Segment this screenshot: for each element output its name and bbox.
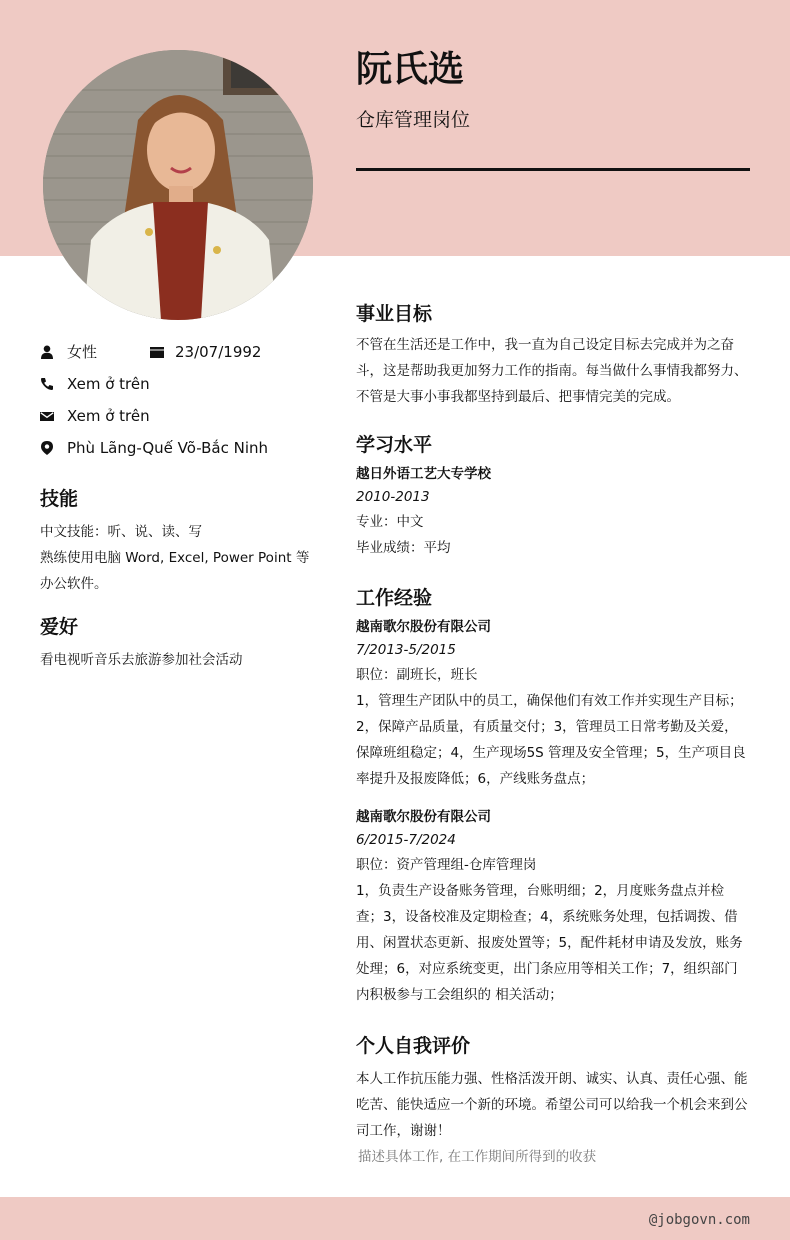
header-divider xyxy=(356,168,750,171)
phone-row xyxy=(40,373,340,395)
hobbies-text: 看电视听音乐去旅游参加社会活动 xyxy=(40,652,243,668)
self-evaluation-hint: 描述具体工作, 在工作期间所得到的收获 xyxy=(358,1149,597,1165)
job-description: 1，负责生产设备账务管理，台账明细；2，月度账务盘点并检查；3，设备校准及定期检查；4，系统账务处理，包括调拨、借用、闲置状态更新、报废处置等；5，配件耗材申请及发放，账务处理；6，对应系统变更，出门条应用等相关工作；7，组织部门内积极参与工会组织的 相关活动； xyxy=(356,883,743,1003)
job-position: 职位：副班长，班长 xyxy=(356,667,478,683)
experience-section xyxy=(356,584,750,1008)
job-dates: 6/2015-7/2024 xyxy=(356,832,456,848)
location-pin-icon xyxy=(40,439,54,457)
email-row xyxy=(40,405,340,427)
address-value: Phù Lãng-Quế Võ-Bắc Ninh xyxy=(67,439,269,457)
address-row xyxy=(40,437,340,459)
mail-icon xyxy=(40,409,54,423)
skills-text: 中文技能：听、说、读、写 熟练使用电脑 Word, Excel, Power Point 等办公软件。 xyxy=(40,524,310,592)
education-major: 专业：中文 xyxy=(356,514,424,530)
job-description: 1，管理生产团队中的员工，确保他们有效工作并实现生产目标；2，保障产品质量，有质量交付；3，管理员工日常考勤及关爱，保障班组稳定；4，生产现场5S 管理及安全管理；5，生产项目良率提升及报废降低；6，产线账务盘点； xyxy=(356,693,746,787)
candidate-name: 阮氏选 xyxy=(356,49,465,90)
calendar-icon xyxy=(150,345,164,359)
job-title: 仓库管理岗位 xyxy=(356,109,471,131)
self-evaluation-heading: 个人自我评价 xyxy=(356,1035,471,1057)
education-heading: 学习水平 xyxy=(356,434,433,456)
objective-text: 不管在生活还是工作中，我一直为自己设定目标去完成并为之奋斗，这是帮助我更加努力工作的指南。每当做什么事情我都努力、不管是大事小事我都坚持到最后、把事情完美的完成。 xyxy=(356,337,748,405)
experience-heading: 工作经验 xyxy=(356,587,433,609)
objective-section xyxy=(356,300,750,410)
email-value: Xem ở trên xyxy=(67,407,150,425)
footer-brand[interactable]: @jobgovn.com xyxy=(648,1212,750,1228)
job-company: 越南歌尔股份有限公司 xyxy=(356,809,491,825)
job-dates: 7/2013-5/2015 xyxy=(356,642,456,658)
profile-photo-illustration xyxy=(43,50,313,320)
education-dates: 2010-2013 xyxy=(356,489,430,505)
birth-date-value: 23/07/1992 xyxy=(175,343,262,361)
job-position: 职位：资产管理组-仓库管理岗 xyxy=(356,857,537,873)
hobbies-heading: 爱好 xyxy=(40,616,79,638)
objective-heading: 事业目标 xyxy=(356,303,433,325)
person-icon xyxy=(40,345,54,359)
job-entry xyxy=(356,806,750,1008)
phone-value: Xem ở trên xyxy=(67,375,150,393)
profile-photo xyxy=(43,50,313,320)
education-section xyxy=(356,431,750,561)
job-entry xyxy=(356,616,750,792)
job-company: 越南歌尔股份有限公司 xyxy=(356,619,491,635)
self-evaluation-section xyxy=(356,1032,750,1170)
phone-icon xyxy=(40,377,54,391)
education-grade: 毕业成绩：平均 xyxy=(356,540,451,556)
skills-heading: 技能 xyxy=(40,488,79,510)
gender-value: 女性 xyxy=(67,343,98,361)
school-name: 越日外语工艺大专学校 xyxy=(356,466,491,482)
self-evaluation-text: 本人工作抗压能力强、性格活泼开朗、诚实、认真、责任心强、能吃苦、能快适应一个新的环境。希望公司可以给我一个机会来到公司工作，谢谢！ xyxy=(356,1071,748,1139)
